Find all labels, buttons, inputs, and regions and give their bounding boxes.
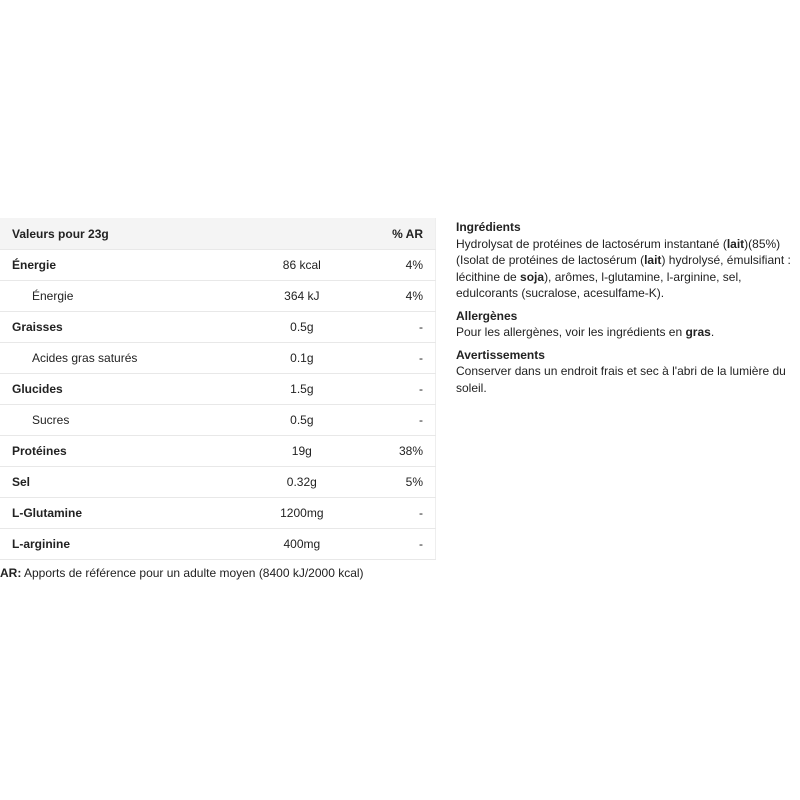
header-value (251, 218, 352, 250)
header-portion: Valeurs pour 23g (0, 218, 251, 250)
warnings-text: Conserver dans un endroit frais et sec à l'abri de la lumière du soleil. (456, 364, 786, 395)
ingredient-allergen: soja (520, 269, 545, 284)
nutrient-name: L-arginine (0, 529, 251, 560)
nutrient-value: 400mg (251, 529, 352, 560)
nutrient-ar: - (352, 312, 435, 343)
allergens-section (456, 308, 800, 341)
ingredients-text (456, 236, 800, 302)
nutrient-ar: - (352, 529, 435, 560)
table-row (0, 405, 436, 436)
nutrient-name: Protéines (0, 436, 251, 467)
nutrient-name: Énergie (0, 281, 251, 312)
product-info (456, 219, 800, 402)
warnings-section (456, 347, 800, 397)
ingredient-text-part: ), arômes, l-glutamine, l-arginine, sel, edulcorants (sucralose, acesulfame-K). (456, 269, 742, 300)
nutrient-value: 0.1g (251, 343, 352, 374)
ingredient-text-part: Hydrolysat de protéines de lactosérum instantané ( (456, 236, 727, 251)
nutrient-ar: - (352, 498, 435, 529)
nutrient-value: 0.5g (251, 312, 352, 343)
table-row (0, 374, 436, 405)
nutrient-value: 19g (251, 436, 352, 467)
table-row (0, 343, 436, 374)
ingredient-allergen: lait (726, 236, 745, 251)
nutrient-name: Acides gras saturés (0, 343, 251, 374)
ar-footnote (0, 566, 364, 580)
nutrient-ar: 5% (352, 467, 435, 498)
ingredients-section (456, 219, 800, 302)
header-ar: % AR (352, 218, 435, 250)
ingredient-text-part: ) hydrolysé, émulsifiant : lécithine de (456, 253, 791, 284)
allergens-bold-word: gras (685, 325, 711, 339)
nutrient-value: 86 kcal (251, 250, 352, 281)
allergens-text (456, 324, 800, 341)
nutrient-name: Énergie (0, 250, 251, 281)
nutrient-name: Graisses (0, 312, 251, 343)
nutrient-name: Sel (0, 467, 251, 498)
ar-footnote-label: AR: (0, 566, 22, 580)
nutrient-value: 364 kJ (251, 281, 352, 312)
table-row (0, 312, 436, 343)
allergens-heading: Allergènes (456, 308, 518, 323)
nutrient-value: 1200mg (251, 498, 352, 529)
nutrition-table (0, 218, 436, 560)
table-header-row (0, 218, 436, 250)
nutrient-ar: 4% (352, 281, 435, 312)
nutrition-rows (0, 250, 436, 560)
ingredient-allergen: lait (644, 253, 662, 267)
ar-footnote-text: Apports de référence pour un adulte moyen (8400 kJ/2000 kcal) (21, 566, 364, 580)
nutrient-ar: 38% (352, 436, 435, 467)
nutrient-value: 1.5g (251, 374, 352, 405)
ingredient-text-part: )(85%)(Isolat de protéines de lactosérum ( (456, 236, 781, 267)
nutrient-name: Glucides (0, 374, 251, 405)
table-row (0, 467, 436, 498)
table-row (0, 498, 436, 529)
ingredients-heading: Ingrédients (456, 220, 521, 234)
nutrient-ar: - (352, 405, 435, 436)
warnings-heading: Avertissements (456, 347, 545, 362)
nutrient-value: 0.32g (251, 467, 352, 498)
table-row (0, 529, 436, 560)
table-row (0, 436, 436, 467)
nutrient-ar: - (352, 374, 435, 405)
nutrient-ar: 4% (352, 250, 435, 281)
allergens-text-end: . (710, 325, 715, 339)
nutrient-ar: - (352, 343, 435, 374)
nutrient-name: Sucres (0, 405, 251, 436)
nutrient-name: L-Glutamine (0, 498, 251, 529)
table-row (0, 250, 436, 281)
nutrient-value: 0.5g (251, 405, 352, 436)
table-row (0, 281, 436, 312)
allergens-text-main: Pour les allergènes, voir les ingrédients en (456, 325, 686, 339)
